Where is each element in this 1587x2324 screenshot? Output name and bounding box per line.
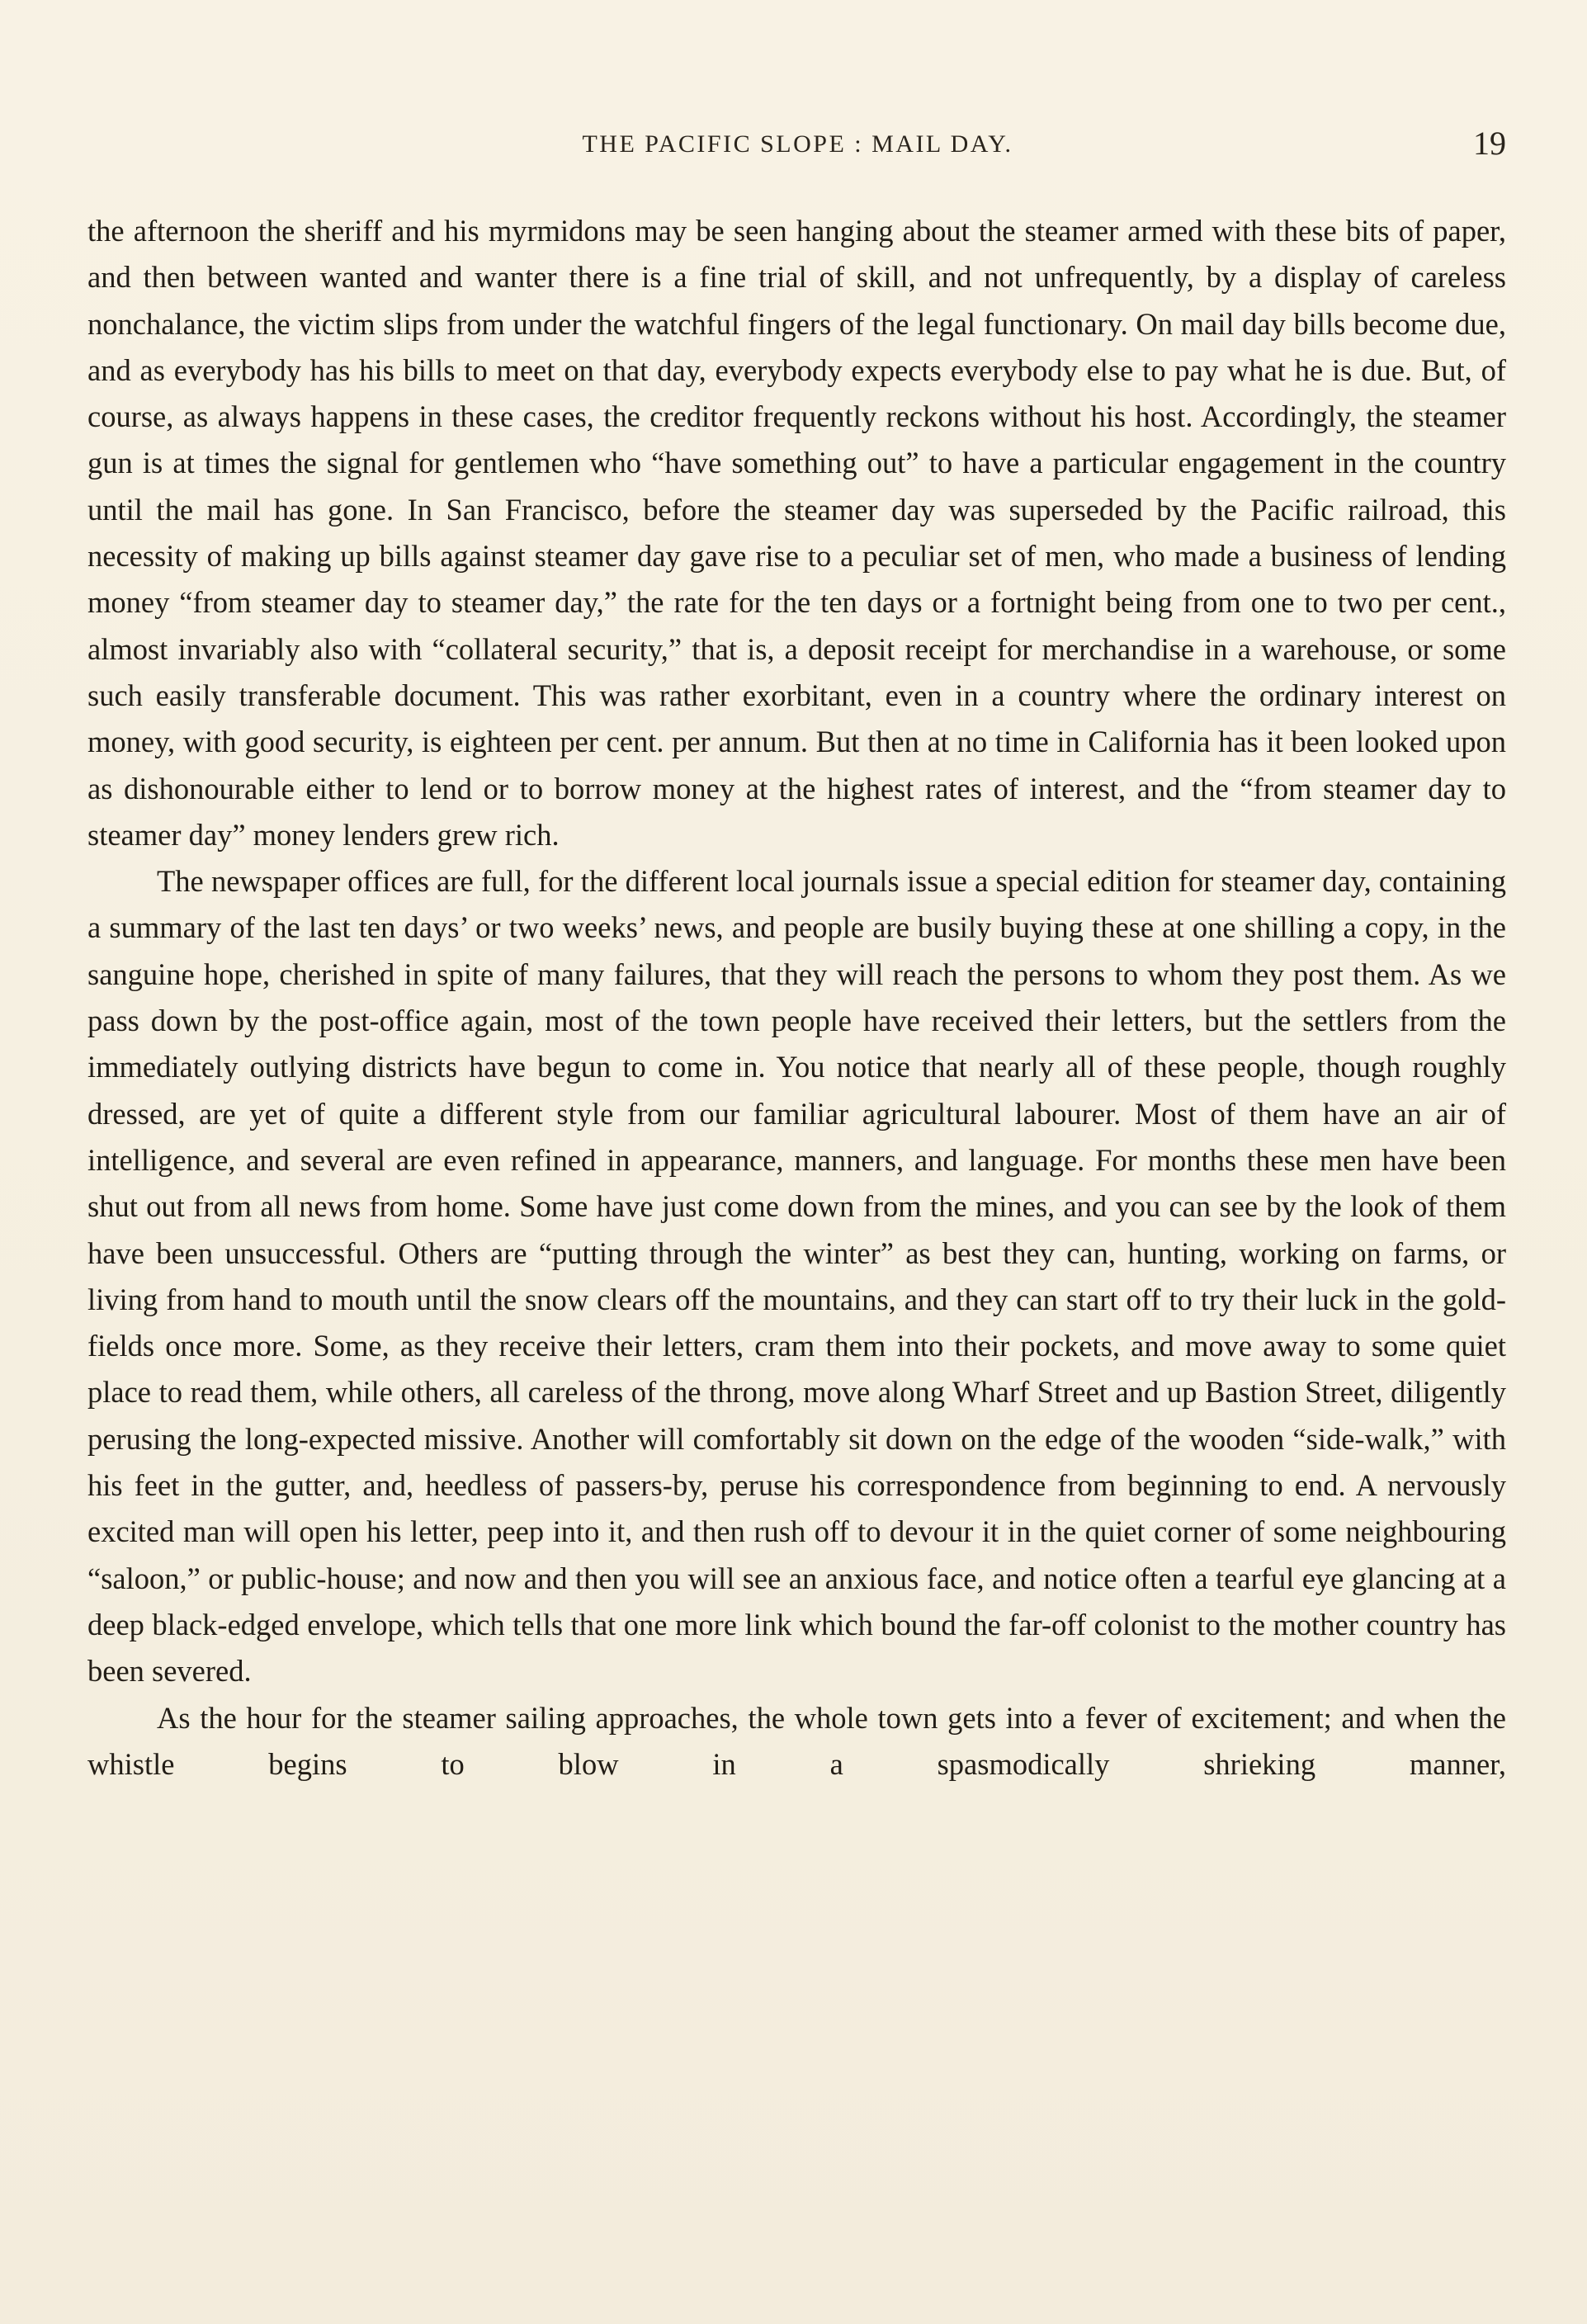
paragraph-newspaper-offices: The newspaper offices are full, for the different local journals issue a special edition for steamer day, containing a summary of the last ten days’ or two weeks’ news, and people are busily buying these at one shilling a copy, in the sanguine hope, cherished in spite of many failures, that they will reach the persons to whom they post them. As we pass down by the post-office again, most of the town people have received their letters, but the settlers from the immediately outlying districts have begun to come in. You notice that nearly all of these people, though roughly dressed, are yet of quite a different style from our familiar agricultural labourer. Most of them have an air of intelligence, and several are even refined in appearance, manners, and language. For months these men have been shut out from all news from home. Some have just come down from the mines, and you can see by the look of them have been unsuccessful. Others are “putting through the winter” as best they can, hunting, working on farms, or living from hand to mouth until the snow clears off the mountains, and they can start off to try their luck in the gold-fields once more. Some, as they receive their letters, cram them into their pockets, and move away to some quiet place to read them, while others, all careless of the throng, move along Wharf Street and up Bastion Street, diligently perusing the long-expected missive. Another will comfortably sit down on the edge of the wooden “side-walk,” with his feet in the gutter, and, heedless of passers-by, peruse his correspondence from beginning to end. A nervously excited man will open his letter, peep into it, and then rush off to devour it in the quiet corner of some neighbouring “saloon,” or public-house; and now and then you will see an anxious face, and notice often a tearful eye glancing at a deep black-edged envelope, which tells that one more link which bound the far-off colonist to the mother country has been severed. [87,864,1506,1689]
running-head [89,124,1506,173]
body-text [87,208,1506,1788]
paragraph-continued: the afternoon the sheriff and his myrmidons may be seen hanging about the steamer armed with these bits of paper, and then between wanted and wanter there is a fine trial of skill, and not unfrequently, by a display of careless nonchalance, the victim slips from under the watchful fingers of the legal functionary. On mail day bills become due, and as everybody has his bills to meet on that day, everybody expects everybody else to pay what he is due. But, of course, as always happens in these cases, the creditor frequently reckons without his host. Accordingly, the steamer gun is at times the signal for gentlemen who “have something out” to have a particular engagement in the country until the mail has gone. In San Francisco, before the steamer day was superseded by the Pacific railroad, this necessity of making up bills against steamer day gave rise to a peculiar set of men, who made a business of lending money “from steamer day to steamer day,” the rate for the ten days or a fortnight being from one to two per cent., almost invariably also with “collateral security,” that is, a deposit receipt for merchandise in a warehouse, or some such easily transferable document. This was rather exorbitant, even in a country where the ordinary interest on money, with good security, is eighteen per cent. per annum. But then at no time in California has it been looked upon as dishonourable either to lend or to borrow money at the highest rates of interest, and the “from steamer day to steamer day” money lenders grew rich. [87,214,1506,852]
paragraph-steamer-sailing: As the hour for the steamer sailing approaches, the whole town gets into a fever of excitement; and when the whistle begins to blow in a spasmodically shrieking manner, [87,1700,1506,1781]
page-number: 19 [1473,125,1506,162]
running-title: THE PACIFIC SLOPE : MAIL DAY. [582,130,1013,158]
